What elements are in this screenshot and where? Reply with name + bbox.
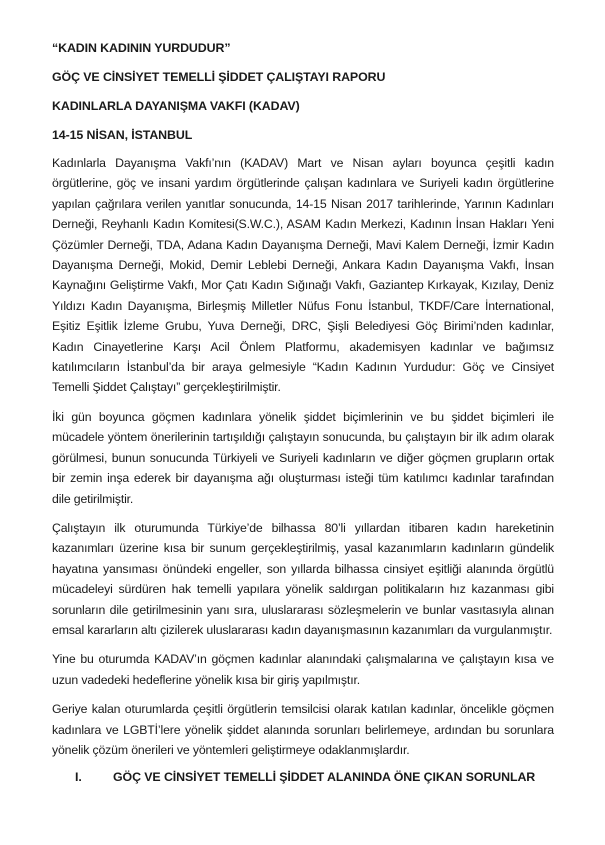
report-title: GÖÇ VE CİNSİYET TEMELLİ ŞİDDET ÇALIŞTAYI RAPORU — [52, 70, 386, 84]
section-title: GÖÇ VE CİNSİYET TEMELLİ ŞİDDET ALANINDA ÖNE ÇIKAN SORUNLAR — [113, 770, 536, 785]
paragraph-remaining-sessions: Geriye kalan oturumlarda çeşitli örgütlerin temsilcisi olarak katılan kadınlar, öncelikle göçmen kadınlara ve LGBTİ’lere yönelik şiddet alanında sorunları belirlemeye, ardından bu sorunlara yönelik çözüm önerileri ve yöntemleri geliştirmeye odaklanmışlardır. — [52, 702, 554, 757]
document-title-quote: “KADIN KADININ YURDUDUR” — [52, 41, 231, 55]
paragraph-outcome: İki gün boyunca göçmen kadınlara yönelik şiddet biçimlerinin ve bu şiddet biçimleri ile mücadele yöntem önerilerinin tartışıldığı çalıştayın sonucunda, bu çalıştayın bir ilk adım olarak görülmesi, bunun sonucunda Türkiyeli ve Suriyeli kadınların ve diğer göçmen grupların ortak bir zemin inşa ederek bir dayanışma ağı oluşturması isteği tüm katılımcı kadınlar tarafından dile getirilmiştir. — [52, 409, 554, 506]
event-date-location: 14-15 NİSAN, İSTANBUL — [52, 128, 193, 142]
section-number: I. — [75, 770, 82, 785]
paragraph-intro: Kadınlarla Dayanışma Vakfı’nın (KADAV) Mart ve Nisan ayları boyunca çeşitli kadın örgütlerine, göç ve insani yardım örgütlerinde çalışan kadınlara ve Suriyeli kadın örgütlerine yapılan çağrılara verilen yanıtlar sonucunda, 14-15 Nisan 2017 tarihlerinde, Yarının Kadınları Derneği, Reyhanlı Kadın Komitesi(S.W.C.), ASAM Kadın Merkezi, Kadının İnsan Hakları Yeni Çözümler Derneği, TDA, Adana Kadın Dayanışma Derneği, Mavi Kalem Derneği, İzmir Kadın Dayanışma Derneği, Mokid, Demir Leblebi Derneği, Ankara Kadın Dayanışma Vakfı, İnsan Kaynağını Geliştirme Vakfı, Mor Çatı Kadın Sığınağı Vakfı, Gaziantep Kırkayak, Kızılay, Deniz Yıldızı Kadın Dayanışma, Birleşmiş Milletler Nüfus Fonu İstanbul, TKDF/Care İnternational, Eşitiz Eşitlik İzleme Grubu, Yuva Derneği, DRC, Şişli Belediyesi Göç Birimi’nden kadınlar, Kadın Cinayetlerine Karşı Acil Önlem Platformu, akademisyen kadınlar ve bağımsız katılımcıların İstanbul’da bir araya gelmesiyle “Kadın Kadının Yurdudur: Göç ve Cinsiyet Temelli Şiddet Çalıştayı” gerçekleştirilmiştir. — [52, 156, 554, 395]
paragraph-kadav-work: Yine bu oturumda KADAV’ın göçmen kadınlar alanındaki çalışmalarına ve çalıştayın kısa ve uzun vadedeki hedeflerine yönelik kısa bir giriş yapılmıştır. — [52, 652, 554, 687]
organization-name: KADINLARLA DAYANIŞMA VAKFI (KADAV) — [52, 99, 300, 113]
document-content — [52, 40, 554, 785]
paragraph-first-session: Çalıştayın ilk oturumunda Türkiye’de bilhassa 80’li yıllardan itibaren kadın hareketinin kazanımları üzerine kısa bir sunum gerçekleştirilmiş, yasal kazanımların kadınların gündelik hayatına yansıması önündeki engeller, son yıllarda bilhassa cinsiyet eşitliği alanında örgütlü mücadeleyi sürdüren hak temelli yapılara yönelik saldırgan politikaların hız kazanması gibi sorunların dile getirilmesinin yanı sıra, uluslararası sözleşmelerin ve bunlar vasıtasıyla alınan emsal kararların altı çizilerek uluslararası kadın dayanışmasının kazanımları da vurgulanmıştır. — [52, 520, 554, 637]
